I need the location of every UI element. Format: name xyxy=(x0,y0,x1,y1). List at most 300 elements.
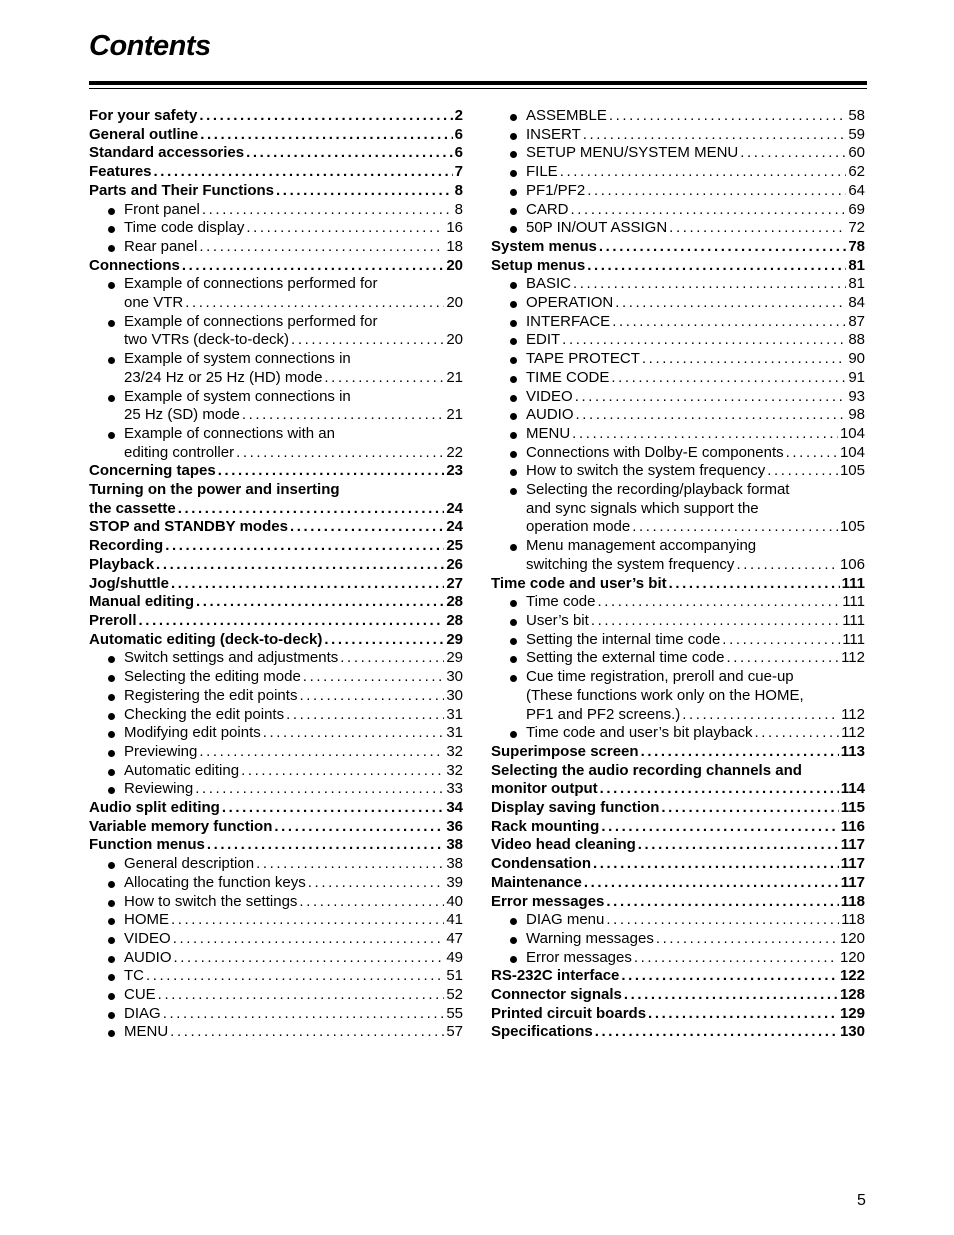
toc-subentry[interactable] xyxy=(89,219,463,238)
toc-entry-title: Recording xyxy=(89,537,164,555)
toc-entry-title: the cassette xyxy=(89,499,176,517)
toc-page-number: 7 xyxy=(454,163,463,181)
toc-page-number: 69 xyxy=(848,200,865,218)
toc-entry[interactable] xyxy=(491,836,865,855)
toc-page-number: 49 xyxy=(446,948,463,966)
toc-entry[interactable] xyxy=(491,743,865,762)
toc-page-number: 118 xyxy=(840,892,865,910)
toc-subentry[interactable] xyxy=(491,949,865,968)
toc-page-number: 130 xyxy=(839,1023,865,1041)
dot-leader xyxy=(591,612,840,631)
toc-entry[interactable] xyxy=(89,163,463,182)
toc-page-number: 27 xyxy=(446,574,463,592)
toc-entry[interactable] xyxy=(491,799,865,818)
bullet-icon xyxy=(108,282,115,289)
toc-entry-title: For your safety xyxy=(89,107,198,124)
dot-leader xyxy=(562,331,846,350)
toc-entry[interactable] xyxy=(89,537,463,556)
dot-leader xyxy=(575,388,847,407)
dot-leader xyxy=(199,743,444,762)
toc-subentry[interactable] xyxy=(89,201,463,220)
toc-subentry[interactable] xyxy=(89,1005,463,1024)
bullet-icon xyxy=(510,282,517,289)
toc-entry-title: RS-232C interface xyxy=(491,967,620,985)
dot-leader xyxy=(786,444,838,463)
toc-entry-title: Connections xyxy=(89,256,180,274)
toc-subentry[interactable] xyxy=(491,201,865,220)
toc-subentry[interactable] xyxy=(89,893,463,912)
dot-leader xyxy=(242,406,444,425)
toc-entry-title: AUDIO xyxy=(526,406,574,424)
bullet-icon xyxy=(510,133,517,140)
toc-subentry[interactable] xyxy=(89,855,463,874)
title-rule xyxy=(89,81,867,85)
toc-page-number: 21 xyxy=(446,406,463,424)
bullet-icon xyxy=(108,208,115,215)
bullet-icon xyxy=(510,376,517,383)
dot-leader xyxy=(669,575,840,594)
bullet-icon xyxy=(510,469,517,476)
toc-page-number: 39 xyxy=(446,873,463,891)
toc-subentry[interactable] xyxy=(491,350,865,369)
toc-subentry[interactable] xyxy=(89,275,463,312)
toc-entry-title: Time code and user’s bit xyxy=(491,574,667,592)
toc-entry[interactable] xyxy=(89,836,463,855)
toc-page-number: 88 xyxy=(848,331,865,349)
dot-leader xyxy=(624,986,838,1005)
toc-entry-title: Example of system connections in xyxy=(124,387,351,405)
toc-entry-title: Selecting the recording/playback format xyxy=(526,481,790,499)
toc-entry[interactable] xyxy=(89,257,463,276)
toc-entry[interactable] xyxy=(89,556,463,575)
toc-entry-title: ASSEMBLE xyxy=(526,107,607,124)
toc-subentry[interactable] xyxy=(89,762,463,781)
bullet-icon xyxy=(108,656,115,663)
toc-subentry[interactable] xyxy=(89,388,463,425)
bullet-icon xyxy=(510,413,517,420)
toc-page-number: 28 xyxy=(446,593,463,611)
toc-subentry[interactable] xyxy=(89,649,463,668)
bullet-icon xyxy=(108,881,115,888)
dot-leader xyxy=(601,818,838,837)
dot-leader xyxy=(156,556,444,575)
toc-entry[interactable] xyxy=(491,1005,865,1024)
toc-entry-title: Automatic editing (deck-to-deck) xyxy=(89,630,323,648)
dot-leader xyxy=(308,874,445,893)
toc-page-number: 78 xyxy=(848,237,865,255)
toc-entry-title: SETUP MENU/SYSTEM MENU xyxy=(526,144,739,162)
toc-page-number: 106 xyxy=(839,555,865,573)
toc-page-number: 60 xyxy=(848,144,865,162)
toc-page-number: 25 xyxy=(446,537,463,555)
toc-entry-title: Selecting the editing mode xyxy=(124,668,301,686)
toc-entry[interactable] xyxy=(89,518,463,537)
toc-page-number: 31 xyxy=(446,724,463,742)
dot-leader xyxy=(199,238,444,257)
toc-page-number: 122 xyxy=(839,967,865,985)
toc-page-number: 72 xyxy=(848,219,865,237)
toc-page-number: 118 xyxy=(841,911,865,929)
toc-entry-title: DIAG menu xyxy=(526,911,605,929)
toc-page-number: 34 xyxy=(446,799,463,817)
dot-leader xyxy=(274,818,444,837)
bullet-icon xyxy=(108,713,115,720)
toc-page-number: 38 xyxy=(446,836,463,854)
toc-entry-title: Error messages xyxy=(491,892,605,910)
dot-leader xyxy=(736,556,838,575)
toc-entry-title: Video head cleaning xyxy=(491,836,636,854)
toc-subentry[interactable] xyxy=(89,1023,463,1042)
toc-entry-title: TIME CODE xyxy=(526,368,610,386)
toc-page-number: 91 xyxy=(848,368,865,386)
toc-subentry[interactable] xyxy=(491,425,865,444)
toc-entry[interactable] xyxy=(491,762,865,799)
dot-leader xyxy=(246,219,444,238)
toc-entry-title: Switch settings and adjustments xyxy=(124,649,339,667)
toc-entry[interactable] xyxy=(89,481,463,518)
toc-subentry[interactable] xyxy=(89,668,463,687)
toc-entry-title: Features xyxy=(89,163,152,181)
dot-leader xyxy=(241,762,444,781)
toc-entry-title: Parts and Their Functions xyxy=(89,181,275,199)
toc-subentry[interactable] xyxy=(491,163,865,182)
dot-leader xyxy=(158,986,445,1005)
toc-entry-title: PF1/PF2 xyxy=(526,181,586,199)
toc-subentry[interactable] xyxy=(491,911,865,930)
bullet-icon xyxy=(108,918,115,925)
toc-entry-title: Audio split editing xyxy=(89,799,220,817)
toc-subentry[interactable] xyxy=(491,107,865,126)
dot-leader xyxy=(583,126,847,145)
toc-entry[interactable] xyxy=(491,893,865,912)
toc-entry[interactable] xyxy=(89,631,463,650)
toc-entry[interactable] xyxy=(89,144,463,163)
toc-page-number: 64 xyxy=(848,181,865,199)
dot-leader xyxy=(202,201,453,220)
toc-subentry[interactable] xyxy=(89,425,463,462)
dot-leader xyxy=(154,163,453,182)
bullet-icon xyxy=(510,488,517,495)
toc-page-number: 21 xyxy=(446,368,463,386)
toc-entry[interactable] xyxy=(491,874,865,893)
toc-subentry[interactable] xyxy=(89,874,463,893)
toc-page-number: 31 xyxy=(446,705,463,723)
toc-subentry[interactable] xyxy=(491,462,865,481)
toc-subentry[interactable] xyxy=(491,369,865,388)
bullet-icon xyxy=(510,189,517,196)
bullet-icon xyxy=(510,320,517,327)
toc-page-number: 28 xyxy=(446,611,463,629)
bullet-icon xyxy=(108,787,115,794)
toc-page-number: 112 xyxy=(841,705,865,723)
toc-entry[interactable] xyxy=(89,126,463,145)
dot-leader xyxy=(163,1005,445,1024)
toc-subentry[interactable] xyxy=(491,388,865,407)
toc-page-number: 18 xyxy=(446,237,463,255)
toc-entry-title: Connections with Dolby-E components xyxy=(526,443,784,461)
toc-entry-title: TAPE PROTECT xyxy=(526,350,640,368)
toc-entry[interactable] xyxy=(491,257,865,276)
toc-subentry[interactable] xyxy=(89,743,463,762)
toc-subentry[interactable] xyxy=(491,331,865,350)
toc-subentry[interactable] xyxy=(89,350,463,387)
bullet-icon xyxy=(510,619,517,626)
toc-page-number: 111 xyxy=(841,574,865,592)
dot-leader xyxy=(236,444,444,463)
toc-subentry[interactable] xyxy=(89,967,463,986)
bullet-icon xyxy=(108,357,115,364)
dot-leader xyxy=(669,219,846,238)
toc-entry[interactable] xyxy=(89,182,463,201)
toc-entry[interactable] xyxy=(491,986,865,1005)
toc-subentry[interactable] xyxy=(89,986,463,1005)
toc-entry-title: Example of connections performed for xyxy=(124,312,378,330)
toc-entry-title: 50P IN/OUT ASSIGN xyxy=(526,219,668,237)
toc-entry-title: Automatic editing xyxy=(124,761,240,779)
toc-page-number: 81 xyxy=(848,256,865,274)
page-number: 5 xyxy=(857,1192,866,1209)
bullet-icon xyxy=(510,357,517,364)
dot-leader xyxy=(740,144,846,163)
bullet-icon xyxy=(108,226,115,233)
bullet-icon xyxy=(510,432,517,439)
toc-page-number: 104 xyxy=(839,424,865,442)
toc-entry-title: Printed circuit boards xyxy=(491,1004,647,1022)
toc-entry-title: Manual editing xyxy=(89,593,194,611)
toc-page-number: 32 xyxy=(446,742,463,760)
toc-page-number: 8 xyxy=(454,181,463,199)
toc-subentry[interactable] xyxy=(89,724,463,743)
bullet-icon xyxy=(108,750,115,757)
toc-entry-title: INTERFACE xyxy=(526,312,611,330)
dot-leader xyxy=(571,201,847,220)
toc-page-number: 32 xyxy=(446,761,463,779)
toc-entry-title: EDIT xyxy=(526,331,561,349)
toc-page-number: 57 xyxy=(446,1023,463,1041)
toc-subentry[interactable] xyxy=(491,219,865,238)
dot-leader xyxy=(615,294,846,313)
toc-entry-title: operation mode xyxy=(526,518,631,536)
toc-subentry[interactable] xyxy=(491,481,865,537)
toc-page-number: 93 xyxy=(848,387,865,405)
bullet-icon xyxy=(510,451,517,458)
dot-leader xyxy=(612,313,846,332)
toc-entry[interactable] xyxy=(491,967,865,986)
toc-entry[interactable] xyxy=(89,593,463,612)
dot-leader xyxy=(139,612,445,631)
toc-entry[interactable] xyxy=(89,612,463,631)
toc-subentry[interactable] xyxy=(491,275,865,294)
dot-leader xyxy=(246,144,453,163)
dot-leader xyxy=(195,780,444,799)
toc-page-number: 20 xyxy=(446,294,463,312)
toc-subentry[interactable] xyxy=(89,930,463,949)
dot-leader xyxy=(634,949,838,968)
toc-entry-title: TC xyxy=(124,967,144,985)
dot-leader xyxy=(340,649,444,668)
toc-page-number: 52 xyxy=(446,986,463,1004)
toc-entry-title: INSERT xyxy=(526,125,581,143)
toc-subentry[interactable] xyxy=(491,631,865,650)
toc-entry-title: CARD xyxy=(526,200,569,218)
toc-page-number: 111 xyxy=(842,593,865,611)
toc-entry-title: Maintenance xyxy=(491,873,582,891)
bullet-icon xyxy=(108,1030,115,1037)
toc-entry-title: Registering the edit points xyxy=(124,686,298,704)
toc-page-number: 23 xyxy=(446,462,463,480)
dot-leader xyxy=(609,107,846,126)
toc-page-number: 36 xyxy=(446,817,463,835)
toc-subentry[interactable] xyxy=(491,294,865,313)
toc-page-number: 98 xyxy=(848,406,865,424)
dot-leader xyxy=(599,238,846,257)
dot-leader xyxy=(726,649,839,668)
toc-entry[interactable] xyxy=(89,107,463,126)
toc-subentry[interactable] xyxy=(89,238,463,257)
toc-subentry[interactable] xyxy=(89,949,463,968)
toc-entry-title: Turning on the power and inserting xyxy=(89,481,340,499)
toc-column-right xyxy=(491,107,865,1042)
toc-subentry[interactable] xyxy=(89,911,463,930)
dot-leader xyxy=(621,967,838,986)
dot-leader xyxy=(606,911,839,930)
dot-leader xyxy=(200,126,452,145)
toc-subentry[interactable] xyxy=(491,444,865,463)
toc-subentry[interactable] xyxy=(491,144,865,163)
toc-page-number: 33 xyxy=(446,780,463,798)
toc-entry-title: Cue time registration, preroll and cue-up xyxy=(526,668,794,686)
toc-page-number: 112 xyxy=(841,724,865,742)
toc-entry-title: Jog/shuttle xyxy=(89,574,170,592)
toc-page-number: 90 xyxy=(848,350,865,368)
dot-leader xyxy=(182,257,444,276)
bullet-icon xyxy=(108,245,115,252)
toc-subentry[interactable] xyxy=(491,313,865,332)
dot-leader xyxy=(299,687,444,706)
toc-page-number: 47 xyxy=(446,929,463,947)
bullet-icon xyxy=(108,937,115,944)
dot-leader xyxy=(632,518,838,537)
toc-subentry[interactable] xyxy=(89,687,463,706)
bullet-icon xyxy=(510,544,517,551)
bullet-icon xyxy=(108,900,115,907)
toc-entry[interactable] xyxy=(491,818,865,837)
dot-leader xyxy=(595,1023,838,1042)
toc-entry-title: Preroll xyxy=(89,611,137,629)
toc-page-number: 51 xyxy=(446,967,463,985)
toc-page-number: 24 xyxy=(446,499,463,517)
toc-page-number: 29 xyxy=(446,649,463,667)
dot-leader xyxy=(324,369,444,388)
toc-entry-title: Checking the edit points xyxy=(124,705,285,723)
toc-entry-title: MENU xyxy=(124,1023,169,1041)
bullet-icon xyxy=(510,170,517,177)
toc-page-number: 120 xyxy=(839,929,865,947)
toc-subentry[interactable] xyxy=(491,182,865,201)
toc-subentry[interactable] xyxy=(491,126,865,145)
toc-entry-title: Condensation xyxy=(491,855,591,873)
toc-page-number: 81 xyxy=(848,275,865,293)
toc-entry[interactable] xyxy=(89,799,463,818)
toc-subentry[interactable] xyxy=(89,780,463,799)
toc-entry-title: one VTR xyxy=(124,294,184,312)
toc-entry[interactable] xyxy=(89,818,463,837)
toc-entry-title: User’s bit xyxy=(526,611,589,629)
toc-page-number: 105 xyxy=(839,518,865,536)
toc-entry[interactable] xyxy=(89,462,463,481)
toc-entry-title: Example of system connections in xyxy=(124,350,351,368)
toc-subentry[interactable] xyxy=(491,649,865,668)
bullet-icon xyxy=(108,974,115,981)
toc-subentry[interactable] xyxy=(491,612,865,631)
toc-page-number: 117 xyxy=(840,855,865,873)
dot-leader xyxy=(584,874,839,893)
bullet-icon xyxy=(108,395,115,402)
toc-entry-title: AUDIO xyxy=(124,948,172,966)
page-title: Contents xyxy=(89,30,211,62)
bullet-icon xyxy=(108,1012,115,1019)
toc-subentry[interactable] xyxy=(89,706,463,725)
toc-page-number: 6 xyxy=(454,144,463,162)
toc-subentry[interactable] xyxy=(491,668,865,724)
toc-subentry[interactable] xyxy=(491,930,865,949)
dot-leader xyxy=(174,949,445,968)
toc-entry[interactable] xyxy=(491,855,865,874)
toc-subentry[interactable] xyxy=(491,406,865,425)
dot-leader xyxy=(263,724,445,743)
toc-entry[interactable] xyxy=(491,238,865,257)
toc-page-number: 105 xyxy=(839,462,865,480)
toc-page-number: 40 xyxy=(446,892,463,910)
toc-subentry[interactable] xyxy=(491,593,865,612)
toc-page-number: 116 xyxy=(840,817,865,835)
dot-leader xyxy=(276,182,453,201)
toc-page-number: 20 xyxy=(446,256,463,274)
toc-entry[interactable] xyxy=(491,1023,865,1042)
toc-entry[interactable] xyxy=(491,575,865,594)
bullet-icon xyxy=(510,918,517,925)
toc-subentry[interactable] xyxy=(491,537,865,574)
toc-entry-title: Display saving function xyxy=(491,799,660,817)
toc-subentry[interactable] xyxy=(491,724,865,743)
dot-leader xyxy=(170,1023,444,1042)
toc-entry-title: VIDEO xyxy=(124,929,171,947)
toc-page-number: 29 xyxy=(446,630,463,648)
bullet-icon xyxy=(108,769,115,776)
toc-entry-title: Concerning tapes xyxy=(89,462,216,480)
toc-column-left xyxy=(89,107,463,1042)
dot-leader xyxy=(196,593,444,612)
toc-entry[interactable] xyxy=(89,575,463,594)
toc-entry-title: Time code xyxy=(526,593,596,611)
toc-entry-title: General description xyxy=(124,855,255,873)
toc-entry-title: VIDEO xyxy=(526,387,573,405)
dot-leader xyxy=(299,893,444,912)
toc-entry-title: two VTRs (deck-to-deck) xyxy=(124,331,290,349)
toc-page-number: 6 xyxy=(454,125,463,143)
toc-subentry[interactable] xyxy=(89,313,463,350)
toc-page-number: 58 xyxy=(848,107,865,124)
dot-leader xyxy=(290,518,444,537)
bullet-icon xyxy=(510,731,517,738)
toc-page-number: 30 xyxy=(446,668,463,686)
dot-leader xyxy=(199,107,452,126)
dot-leader xyxy=(222,799,444,818)
toc-entry-title: and sync signals which support the xyxy=(526,499,759,517)
toc-entry-title: Allocating the function keys xyxy=(124,873,306,891)
toc-page-number: 87 xyxy=(848,312,865,330)
dot-leader xyxy=(303,668,445,687)
